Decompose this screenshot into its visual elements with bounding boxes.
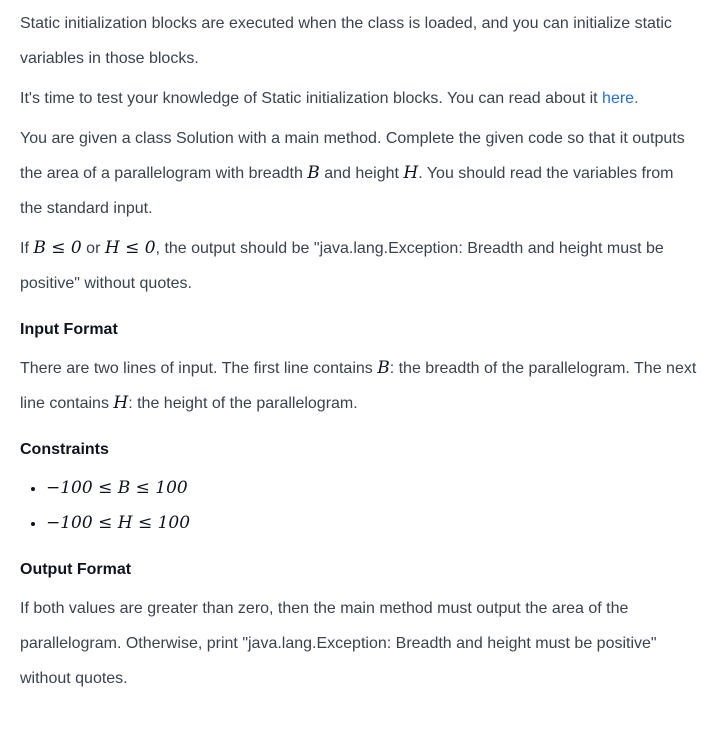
constraints-heading: Constraints [20, 441, 109, 458]
task-text-c: . You should read the variables from the standard input. [20, 165, 674, 217]
intro-paragraph-1: Static initialization blocks are executed when the class is loaded, and you can initialize static variables in those blocks. [20, 15, 672, 67]
exception-paragraph [20, 231, 698, 301]
constraints-list [20, 471, 698, 541]
exception-text-b: or [81, 240, 105, 257]
exception-text-c: , the output should be "java.lang.Exception: Breadth and height must be positive" without quotes. [20, 240, 664, 292]
input-text-a: There are two lines of input. The first line contains [20, 360, 378, 377]
input-variable-b: B [377, 358, 390, 378]
input-text-c: : the height of the parallelogram. [128, 395, 358, 412]
input-format-heading: Input Format [20, 321, 118, 338]
condition-h: H ≤ 0 [104, 238, 156, 258]
constraint-b: −100 ≤ B ≤ 100 [46, 478, 188, 498]
task-text-a: You are given a class Solution with a main method. Complete the given code so that it outputs the area of a parallelogram with breadth [20, 130, 685, 182]
output-format-paragraph: If both values are greater than zero, then the main method must output the area of the parallelogram. Otherwise, print "java.lang.Exception: Breadth and height must be positive" without quotes. [20, 600, 657, 687]
variable-b: B [307, 163, 320, 183]
task-paragraph [20, 121, 698, 226]
input-text-b: : the breadth of the parallelogram. The next line contains [20, 360, 697, 412]
variable-h: H [403, 163, 419, 183]
input-variable-h: H [113, 393, 129, 413]
read-more-link[interactable]: here. [602, 90, 639, 107]
input-format-paragraph [20, 351, 698, 421]
intro-paragraph-2-text: It's time to test your knowledge of Static initialization blocks. You can read about it [20, 90, 603, 107]
constraint-h: −100 ≤ H ≤ 100 [46, 513, 191, 533]
list-item [46, 471, 698, 506]
exception-text-a: If [20, 240, 34, 257]
intro-paragraph-2 [20, 81, 698, 116]
list-item [46, 506, 698, 541]
task-text-b: and height [319, 165, 404, 182]
output-format-heading: Output Format [20, 561, 132, 578]
condition-b: B ≤ 0 [33, 238, 82, 258]
